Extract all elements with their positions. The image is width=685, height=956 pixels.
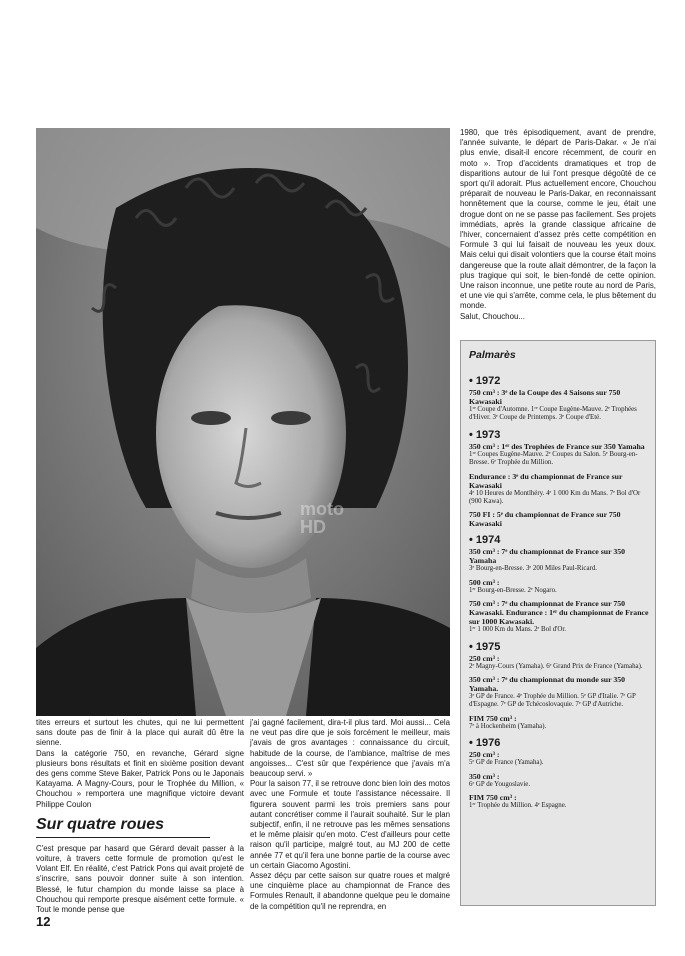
palmares-entry-text: 6ᵉ GP de Yougoslavie. — [469, 780, 531, 788]
portrait-photo — [36, 128, 450, 716]
palmares-entry-text: 5ᵉ GP de France (Yamaha). — [469, 759, 544, 767]
mid-paragraph-1: j'ai gagné facilement, dira-t-il plus tard. Moi aussi... Cela ne veut pas dire que je sois forcément le meilleur, mais j'avais de gros avantages : connaissance du circuit, habitude de la course, de l'ambiance, maîtrise de mes angoisses... C'est sûr que l'expérience que j'avais m'a beaucoup servi. » — [250, 718, 450, 779]
right-top-paragraph: 1980, que très épisodiquement, avant de prendre, l'année suivante, le départ de Paris-Dakar. « Je n'ai plus envie, disait-il encore récemment, de courir en moto ». Trop d'accidents dramatiques et trop de disparitions autour de lui l'ont presque dégoûté de ce sport qu'il adorait. Plus actuellement encore, Chouchou préparait de nouveau le Paris-Dakar, en reconnaissant honnêtement que la course, comme le jeu, était une drogue dont on ne se passe pas facilement. Ses projets immédiats, après la grande classique africaine de l'hiver, concernaient d'assez près cette compétition en Formule 3 qui lui faisait de nouveau les yeux doux. Mais celui qui disait volontiers que la course était moins dangereuse que la route allait démontrer, de la façon la plus tragique qui soit, le bien-fondé de cette opinion. Une raison inconnue, une petite route au nord de Paris, et une vie qui s'arrête, comme cela, le plus bêtement du monde. — [460, 128, 656, 311]
palmares-entry-heading: 350 cm³ : 7ᵉ du championnat du monde sur 350 Yamaha. — [469, 675, 626, 694]
palmares-entry-heading: 750 FI : 5ᵉ du championnat de France sur 750 Kawasaki — [469, 510, 621, 529]
palmares-year: • 1973 — [469, 428, 501, 441]
palmares-entry-heading: Endurance : 3ᵉ du championnat de France sur Kawasaki — [469, 471, 623, 490]
palmares-entry-heading: FIM 750 cm³ : — [469, 713, 517, 723]
left-paragraph-2: Dans la catégorie 750, en revanche, Gérard signe plusieurs bons résultats et finit en sixième position devant des gens comme Steve Baker, Patrick Pons ou le Japonais Katayama. A Magny-Cours, pour le Trophée du Million, « Chouchou » remportera une magnifique victoire devant Philippe Coulon — [36, 748, 244, 809]
middle-column — [250, 718, 450, 912]
palmares-entry-text: 1ʳᵉ Coupe d'Automne. 1ʳᵉ Coupe Eugène-Mauve. 2ᵉ Trophées d'Hiver. 3ᵉ Coupe de Printemps. 3ᵉ Coupe d'Eté. — [469, 406, 637, 422]
page-number: 12 — [36, 914, 51, 929]
palmares-entry-text: 3ᵉ Bourg-en-Bresse. 3ᵉ 200 Miles Paul-Ricard. — [469, 565, 597, 573]
palmares-year: • 1972 — [469, 375, 501, 387]
palmares-entry-text: 1ᵉʳ 1 000 Km du Mans. 2ᵉ Bol d'Or. — [469, 626, 566, 634]
palmares-entry-heading: 500 cm³ : — [469, 577, 500, 587]
right-top-closing: Salut, Chouchou... — [460, 311, 525, 321]
mid-paragraph-3: Assez déçu par cette saison sur quatre roues et malgré une cinquième place au championnat de France des Formules Renault, il abandonne quelque peu le domaine de la compétition qu'il ne reprendra, en — [250, 871, 450, 911]
palmares-entry-heading: 750 cm³ : 7ᵉ du championnat de France sur 750 Kawasaki. Endurance : 1ᵉʳ du championnat de France sur 1000 Kawasaki. — [469, 599, 649, 627]
palmares-year: • 1974 — [469, 534, 501, 547]
left-paragraph-1: tites erreurs et surtout les chutes, qui ne lui permettent sans doute pas de finir à la place qui aurait dû être la sienne. — [36, 718, 244, 748]
palmares-entry-text: 1ᵉʳ Trophée du Million. 4ᵉ Espagne. — [469, 802, 567, 810]
watermark-line-2: HD — [300, 517, 326, 537]
section-heading: Sur quatre roues — [36, 816, 210, 838]
palmares-entry-heading: 350 cm³ : — [469, 771, 500, 781]
mid-paragraph-2: Pour la saison 77, il se retrouve donc bien loin des motos avec une Formule et toute l'assistance nécessaire. Il figurera souvent parmi les trois premiers sans pour autant concrétiser comme il l'aurait souhaité. Sur le plan subjectif, enfin, il ne retrouve pas les mêmes sensations et le même plaisir qu'en moto. C'est d'ailleurs pour cette raison qu'il participe, malgré tout, au MJ 200 de cette année 77 et qu'il fera une bonne partie de la course avec un certain Giacomo Agostini. — [250, 779, 451, 870]
palmares-entry-text: 3ᵉ GP de France. 4ᵉ Trophée du Million. 5ᵉ GP d'Italie. 7ᵉ GP d'Espagne. 7ᵉ GP de Tchécoslovaquie. 7ᵉ GP d'Autriche. — [469, 693, 636, 709]
palmares-entry-heading: 350 cm³ : 1ᵉʳ des Trophées de France sur 350 Yamaha — [469, 441, 645, 451]
left-paragraph-3: C'est presque par hasard que Gérard devait passer à la voiture, à travers cette formule de promotion qu'est le Volant Elf. En réalité, c'est Patrick Pons qui avait projeté de s'inscrire, sans pouvoir donner suite à son intention. Blessé, le futur champion du monde laisse sa place à Chouchou qui remporte presque aisément cette formule. « Tout le monde pense que — [36, 843, 244, 915]
palmares-entry-text: 7ᵉ à Hockenheim (Yamaha). — [469, 722, 547, 730]
right-top-column — [460, 128, 656, 322]
palmares-entry-heading: 750 cm³ : 3ᵉ de la Coupe des 4 Saisons sur 750 Kawasaki — [469, 388, 621, 406]
watermark-line-1: moto — [300, 499, 344, 519]
palmares-body — [469, 375, 649, 811]
palmares-entry-heading: FIM 750 cm³ : — [469, 793, 517, 803]
palmares-box — [460, 340, 656, 906]
palmares-entry-text: 1ʳᵉ Coupes Eugène-Mauve. 2ᵉ Coupes du Salon. 5ᵉ Bourg-en-Bresse. 6ᵉ Trophée du Million. — [469, 450, 638, 467]
palmares-entry-text: 2ᵉ Magny-Cours (Yamaha). 6ᵉ Grand Prix de France (Yamaha). — [469, 662, 643, 670]
palmares-year: • 1975 — [469, 640, 501, 653]
palmares-entry-text: 4ᵉ 10 Heures de Montlhéry. 4ᵉ 1 000 Km du Mans. 7ᵉ Bol d'Or (900 Kawa). — [469, 489, 641, 506]
palmares-entry-text: 1ᵉʳ Bourg-en-Bresse. 2ᵉ Nogaro. — [469, 586, 557, 594]
palmares-year: • 1976 — [469, 737, 501, 750]
left-column — [36, 718, 244, 915]
palmares-entry-heading: 250 cm³ : — [469, 653, 500, 663]
palmares-title: Palmarès — [469, 349, 516, 361]
palmares-entry-heading: 350 cm³ : 7ᵉ du championnat de France sur 350 Yamaha — [469, 547, 626, 566]
watermark — [300, 500, 344, 536]
palmares-entry-heading: 250 cm³ : — [469, 750, 500, 760]
